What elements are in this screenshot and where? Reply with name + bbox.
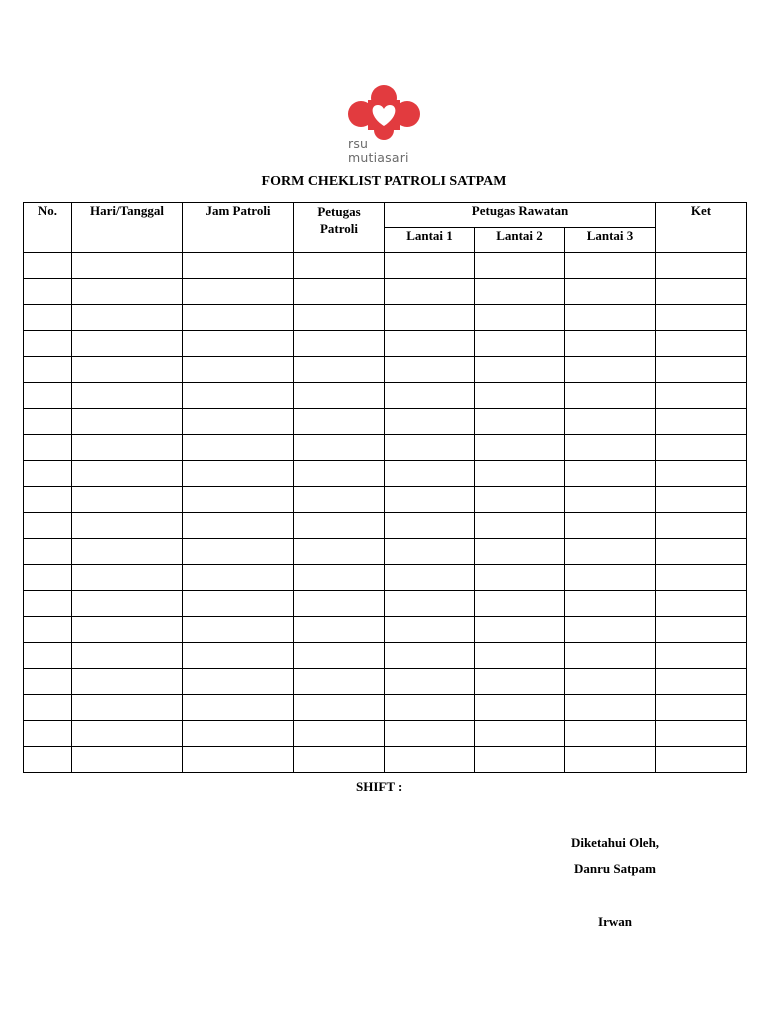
table-cell[interactable] (72, 617, 183, 643)
table-cell[interactable] (385, 435, 475, 461)
table-cell[interactable] (72, 721, 183, 747)
table-cell[interactable] (294, 435, 385, 461)
logo-text-rsu: rsu (348, 136, 369, 151)
table-cell[interactable] (183, 513, 294, 539)
table-cell[interactable] (72, 565, 183, 591)
table-cell[interactable] (565, 253, 656, 279)
table-cell[interactable] (656, 721, 747, 747)
header-no: No. (24, 203, 72, 253)
table-cell[interactable] (385, 461, 475, 487)
table-cell[interactable] (475, 305, 565, 331)
table-cell[interactable] (656, 539, 747, 565)
table-cell[interactable] (183, 279, 294, 305)
table-cell[interactable] (183, 565, 294, 591)
table-cell[interactable] (475, 747, 565, 773)
table-cell[interactable] (294, 747, 385, 773)
table-cell[interactable] (294, 721, 385, 747)
table-cell[interactable] (294, 357, 385, 383)
table-cell[interactable] (565, 565, 656, 591)
table-cell[interactable] (656, 279, 747, 305)
table-cell[interactable] (183, 331, 294, 357)
table-cell[interactable] (475, 513, 565, 539)
table-cell[interactable] (475, 279, 565, 305)
table-cell[interactable] (565, 357, 656, 383)
table-cell[interactable] (72, 747, 183, 773)
table-cell[interactable] (294, 409, 385, 435)
table-cell[interactable] (294, 253, 385, 279)
table-cell[interactable] (565, 279, 656, 305)
table-cell[interactable] (72, 435, 183, 461)
table-cell[interactable] (385, 383, 475, 409)
table-cell[interactable] (24, 357, 72, 383)
table-cell[interactable] (475, 721, 565, 747)
table-cell[interactable] (183, 461, 294, 487)
table-cell[interactable] (72, 279, 183, 305)
table-cell[interactable] (183, 643, 294, 669)
table-cell[interactable] (183, 591, 294, 617)
table-row (24, 331, 747, 357)
table-cell[interactable] (24, 721, 72, 747)
table-cell[interactable] (294, 305, 385, 331)
table-cell[interactable] (294, 695, 385, 721)
table-cell[interactable] (72, 357, 183, 383)
table-cell[interactable] (385, 617, 475, 643)
table-cell[interactable] (183, 747, 294, 773)
table-row (24, 513, 747, 539)
table-cell[interactable] (294, 461, 385, 487)
table-cell[interactable] (385, 747, 475, 773)
header-petugas-patroli: Petugas Patroli (294, 203, 385, 253)
table-cell[interactable] (294, 669, 385, 695)
signatory-name: Irwan (598, 914, 632, 929)
table-cell[interactable] (475, 487, 565, 513)
table-cell[interactable] (565, 513, 656, 539)
table-cell[interactable] (565, 591, 656, 617)
table-cell[interactable] (72, 383, 183, 409)
table-cell[interactable] (24, 695, 72, 721)
table-cell[interactable] (183, 539, 294, 565)
table-cell[interactable] (475, 695, 565, 721)
table-row (24, 435, 747, 461)
table-cell[interactable] (565, 695, 656, 721)
table-cell[interactable] (183, 669, 294, 695)
table-cell[interactable] (294, 591, 385, 617)
table-cell[interactable] (183, 409, 294, 435)
table-row (24, 279, 747, 305)
table-cell[interactable] (24, 253, 72, 279)
table-cell[interactable] (294, 383, 385, 409)
table-cell[interactable] (656, 513, 747, 539)
header-lantai-3: Lantai 3 (565, 228, 656, 253)
header-jam-patroli: Jam Patroli (183, 203, 294, 253)
table-cell[interactable] (385, 487, 475, 513)
table-cell[interactable] (656, 591, 747, 617)
table-cell[interactable] (183, 721, 294, 747)
table-cell[interactable] (183, 305, 294, 331)
header-petugas-rawatan: Petugas Rawatan (385, 203, 656, 228)
table-cell[interactable] (294, 565, 385, 591)
table-cell[interactable] (565, 487, 656, 513)
table-cell[interactable] (565, 305, 656, 331)
table-cell[interactable] (385, 305, 475, 331)
table-cell[interactable] (565, 435, 656, 461)
table-row (24, 305, 747, 331)
table-cell[interactable] (24, 513, 72, 539)
table-cell[interactable] (475, 409, 565, 435)
table-row (24, 591, 747, 617)
table-row (24, 643, 747, 669)
table-cell[interactable] (565, 409, 656, 435)
table-cell[interactable] (294, 487, 385, 513)
table-cell[interactable] (656, 331, 747, 357)
table-cell[interactable] (294, 331, 385, 357)
table-cell[interactable] (475, 539, 565, 565)
table-row (24, 357, 747, 383)
table-cell[interactable] (656, 747, 747, 773)
table-cell[interactable] (72, 331, 183, 357)
table-cell[interactable] (24, 383, 72, 409)
table-cell[interactable] (565, 539, 656, 565)
table-cell[interactable] (183, 487, 294, 513)
table-cell[interactable] (72, 695, 183, 721)
table-cell[interactable] (24, 747, 72, 773)
table-cell[interactable] (656, 487, 747, 513)
table-cell[interactable] (565, 669, 656, 695)
table-cell[interactable] (24, 669, 72, 695)
table-cell[interactable] (565, 331, 656, 357)
table-cell[interactable] (565, 747, 656, 773)
table-cell[interactable] (475, 643, 565, 669)
table-cell[interactable] (475, 253, 565, 279)
table-cell[interactable] (656, 617, 747, 643)
table-cell[interactable] (475, 331, 565, 357)
table-cell[interactable] (475, 461, 565, 487)
table-cell[interactable] (385, 565, 475, 591)
table-cell[interactable] (656, 565, 747, 591)
table-cell[interactable] (72, 643, 183, 669)
shift-label: SHIFT : (356, 779, 403, 794)
red-cross-heart-icon (346, 84, 426, 140)
table-cell[interactable] (475, 435, 565, 461)
table-cell[interactable] (183, 617, 294, 643)
table-cell[interactable] (385, 721, 475, 747)
table-row (24, 565, 747, 591)
table-cell[interactable] (294, 617, 385, 643)
table-cell[interactable] (183, 383, 294, 409)
table-cell[interactable] (183, 357, 294, 383)
table-cell[interactable] (385, 539, 475, 565)
table-cell[interactable] (24, 539, 72, 565)
table-cell[interactable] (385, 513, 475, 539)
table-cell[interactable] (385, 279, 475, 305)
table-cell[interactable] (294, 279, 385, 305)
table-cell[interactable] (565, 383, 656, 409)
table-row (24, 253, 747, 279)
table-cell[interactable] (385, 331, 475, 357)
table-row (24, 747, 747, 773)
table-cell[interactable] (565, 617, 656, 643)
table-row (24, 383, 747, 409)
table-cell[interactable] (385, 669, 475, 695)
table-cell[interactable] (565, 721, 656, 747)
table-cell[interactable] (656, 669, 747, 695)
table-cell[interactable] (72, 461, 183, 487)
table-cell[interactable] (475, 591, 565, 617)
patrol-checklist-table (23, 202, 747, 773)
table-cell[interactable] (72, 409, 183, 435)
table-cell[interactable] (656, 695, 747, 721)
table-cell[interactable] (183, 253, 294, 279)
header-lantai-1: Lantai 1 (385, 228, 475, 253)
diketahui-oleh: Diketahui Oleh, (570, 835, 660, 850)
table-cell[interactable] (385, 695, 475, 721)
table-body (24, 253, 747, 773)
table-cell[interactable] (656, 435, 747, 461)
table-cell[interactable] (24, 591, 72, 617)
table-cell[interactable] (475, 565, 565, 591)
table-cell[interactable] (72, 669, 183, 695)
table-cell[interactable] (656, 383, 747, 409)
table-row (24, 669, 747, 695)
table-row (24, 539, 747, 565)
table-cell[interactable] (24, 409, 72, 435)
table-cell[interactable] (475, 357, 565, 383)
table-cell[interactable] (183, 695, 294, 721)
table-row (24, 461, 747, 487)
signatory-title: Danru Satpam (574, 861, 656, 876)
table-cell[interactable] (656, 461, 747, 487)
table-cell[interactable] (656, 305, 747, 331)
table-cell[interactable] (72, 591, 183, 617)
table-cell[interactable] (24, 435, 72, 461)
table-row (24, 487, 747, 513)
table-cell[interactable] (72, 253, 183, 279)
table-cell[interactable] (72, 305, 183, 331)
header-lantai-2: Lantai 2 (475, 228, 565, 253)
table-cell[interactable] (24, 305, 72, 331)
document-title: FORM CHEKLIST PATROLI SATPAM (261, 174, 507, 189)
table-cell[interactable] (24, 461, 72, 487)
table-cell[interactable] (294, 513, 385, 539)
table-cell[interactable] (656, 253, 747, 279)
table-cell[interactable] (24, 331, 72, 357)
table-cell[interactable] (72, 539, 183, 565)
table-cell[interactable] (24, 617, 72, 643)
table-cell[interactable] (294, 643, 385, 669)
table-cell[interactable] (385, 253, 475, 279)
table-cell[interactable] (565, 461, 656, 487)
table-cell[interactable] (565, 643, 656, 669)
table-cell[interactable] (385, 591, 475, 617)
table-cell[interactable] (475, 383, 565, 409)
table-cell[interactable] (656, 643, 747, 669)
table-row (24, 721, 747, 747)
table-cell[interactable] (656, 409, 747, 435)
table-cell[interactable] (294, 539, 385, 565)
header-hari-tanggal: Hari/Tanggal (72, 203, 183, 253)
table-cell[interactable] (385, 409, 475, 435)
table-cell[interactable] (385, 643, 475, 669)
table-cell[interactable] (24, 565, 72, 591)
hospital-logo (346, 84, 426, 168)
table-cell[interactable] (475, 617, 565, 643)
table-cell[interactable] (385, 357, 475, 383)
table-cell[interactable] (72, 513, 183, 539)
table-cell[interactable] (475, 669, 565, 695)
table-cell[interactable] (656, 357, 747, 383)
table-cell[interactable] (24, 279, 72, 305)
logo-text-name: mutiasari (348, 149, 409, 165)
table-cell[interactable] (24, 643, 72, 669)
table-cell[interactable] (183, 435, 294, 461)
header-ket: Ket (656, 203, 747, 253)
table-cell[interactable] (72, 487, 183, 513)
table-row (24, 409, 747, 435)
table-cell[interactable] (24, 487, 72, 513)
table-row (24, 695, 747, 721)
table-row (24, 617, 747, 643)
